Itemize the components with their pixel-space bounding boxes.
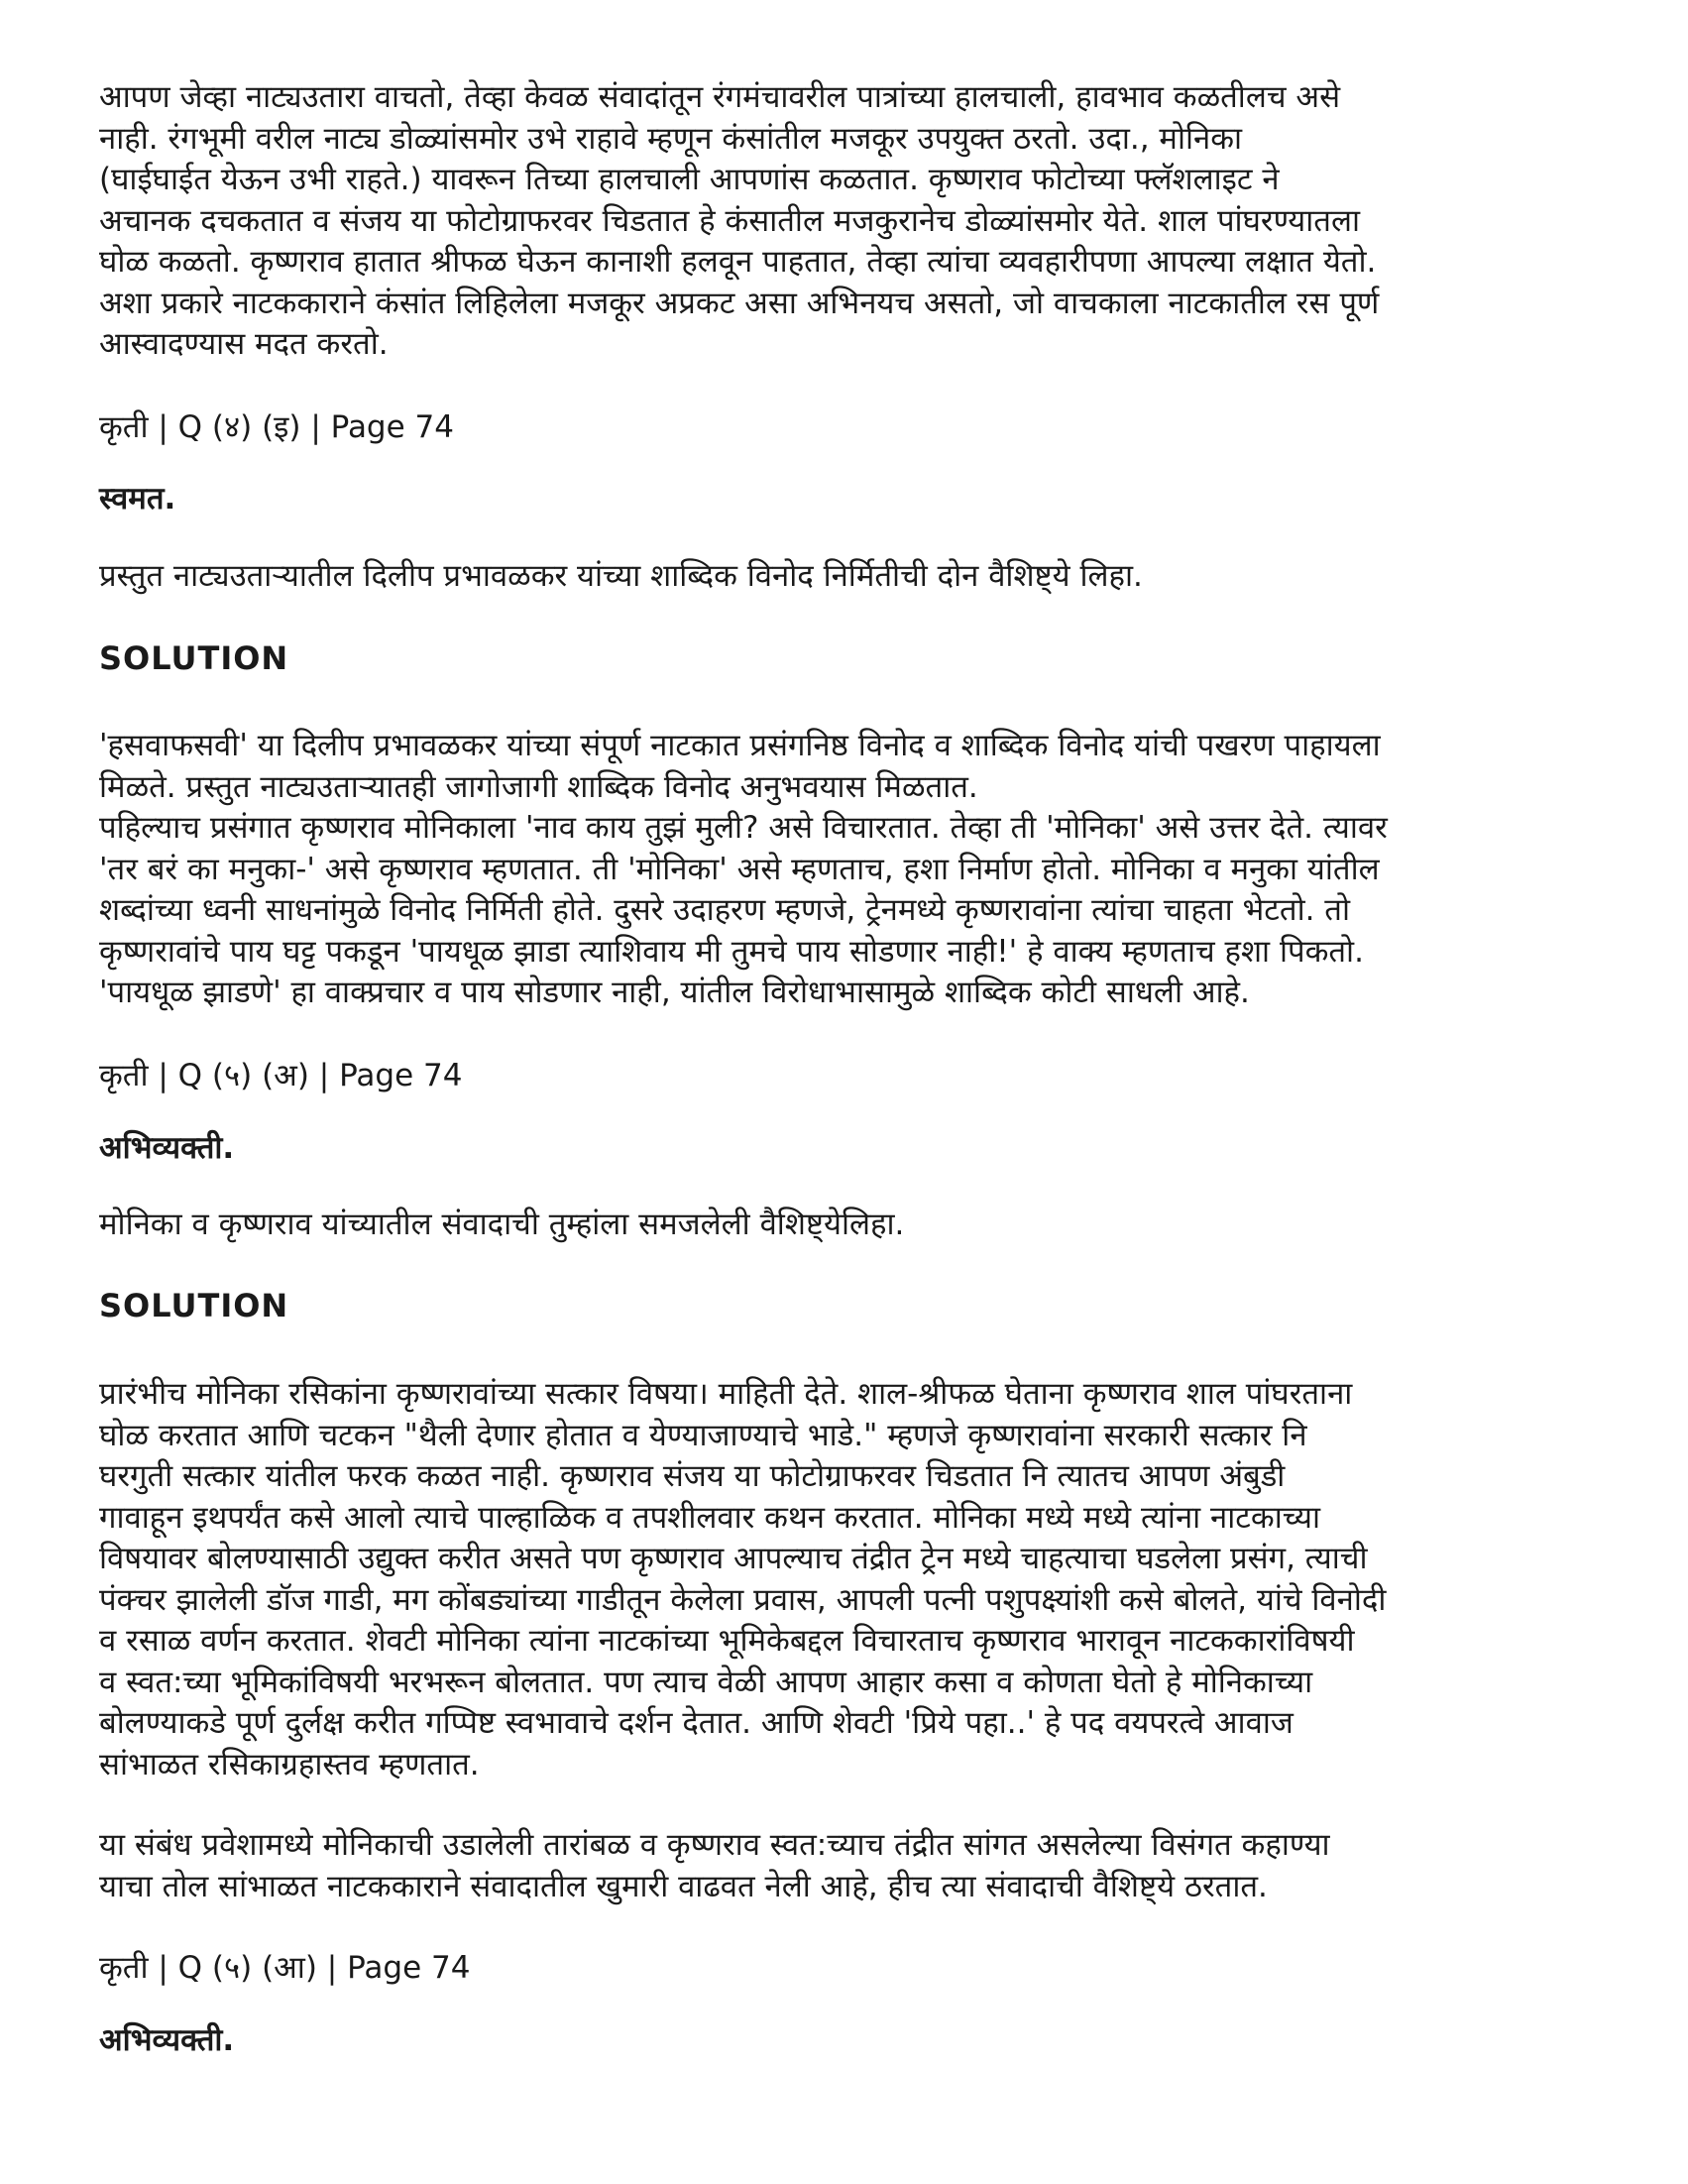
q1-heading: स्वमत. <box>99 481 176 517</box>
q1-question: प्रस्तुत नाट्यउताऱ्यातील दिलीप प्रभावळकर यांच्या शाब्दिक विनोद निर्मितीची दोन वैशिष्ट्ये लिहा. <box>99 558 1143 594</box>
q2-heading: अभिव्यक्ती. <box>99 1130 235 1166</box>
q2-answer-paragraph-1: प्रारंभीच मोनिका रसिकांना कृष्णरावांच्या सत्कार विषया। माहिती देते. शाल-श्रीफळ घेताना कृष्णराव शाल पांघरताना घोळ करतात आणि चटकन "थैली देणार होतात व येण्याजाण्याचे भाडे." म्हणजे कृष्णरावांना सरकारी सत्कार नि घरगुती सत्कार यांतील फरक कळत नाही. कृष्णराव संजय या फोटोग्राफरवर चिडतात नि त्यातच आपण अंबुडी गावाहून इथपर्यंत कसे आलो त्याचे पाल्हाळिक व तपशीलवार कथन करतात. मोनिका मध्ये मध्ये त्यांना नाटकाच्या विषयावर बोलण्यासाठी उद्युक्त करीत असते पण कृष्णराव आपल्याच तंद्रीत ट्रेन मध्ये चाहत्याचा घडलेला प्रसंग, त्याची पंक्चर झालेली डॉज गाडी, मग कोंबड्यांच्या गाडीतून केलेला प्रवास, आपली पत्नी पशुपक्ष्यांशी कसे बोलते, यांचे विनोदी व रसाळ वर्णन करतात. शेवटी मोनिका त्यांना नाटकांच्या भूमिकेबद्दल विचारताच कृष्णराव भारावून नाटककारांविषयी व स्वत:च्या भूमिकांविषयी भरभरून बोलतात. पण त्याच वेळी आपण आहार कसा व कोणता घेतो हे मोनिकाच्या बोलण्याकडे पूर्ण दुर्लक्ष करीत गप्पिष्ट स्वभावाचे दर्शन देतात. आणि शेवटी 'प्रिये पहा..' हे पद वयपरत्वे आवाज सांभाळत रसिकाग्रहास्तव म्हणतात. <box>99 1376 1387 1782</box>
q2-question: मोनिका व कृष्णराव यांच्यातील संवादाची तुम्हांला समजलेली वैशिष्ट्येलिहा. <box>99 1207 905 1242</box>
intro-paragraph: आपण जेव्हा नाट्यउतारा वाचतो, तेव्हा केवळ संवादांतून रंगमंचावरील पात्रांच्या हालचाली, हावभाव कळतीलच असे नाही. रंगभूमी वरील नाट्य डोळ्यांसमोर उभे राहावे म्हणून कंसांतील मजकूर उपयुक्त ठरतो. उदा., मोनिका (घाईघाईत येऊन उभी राहते.) यावरून तिच्या हालचाली आपणांस कळतात. कृष्णराव फोटोच्या फ्लॅशलाइट ने अचानक दचकतात व संजय या फोटोग्राफरवर चिडतात हे कंसातील मजकुरानेच डोळ्यांसमोर येते. शाल पांघरण्यातला घोळ कळतो. कृष्णराव हातात श्रीफळ घेऊन कानाशी हलवून पाहतात, तेव्हा त्यांचा व्यवहारीपणा आपल्या लक्षात येतो. अशा प्रकारे नाटककाराने कंसांत लिहिलेला मजकूर अप्रकट असा अभिनयच असतो, जो वाचकाला नाटकातील रस पूर्ण आस्वादण्यास मदत करतो. <box>99 79 1380 362</box>
q1-solution-label: SOLUTION <box>99 639 289 677</box>
q2-answer-paragraph-2: या संबंध प्रवेशामध्ये मोनिकाची उडालेली तारांबळ व कृष्णराव स्वत:च्याच तंद्रीत सांगत असलेल्या विसंगत कहाण्या याचा तोल सांभाळत नाटककाराने संवादातील खुमारी वाढवत नेली आहे, हीच त्या संवादाची वैशिष्ट्ये ठरतात. <box>99 1827 1330 1904</box>
q1-meta: कृती | Q (४) (इ) | Page 74 <box>99 409 454 445</box>
q2-meta: कृती | Q (५) (अ) | Page 74 <box>99 1058 463 1093</box>
q3-heading: अभिव्यक्ती. <box>99 2022 235 2058</box>
q3-meta: कृती | Q (५) (आ) | Page 74 <box>99 1950 471 1986</box>
q1-answer: 'हसवाफसवी' या दिलीप प्रभावळकर यांच्या संपूर्ण नाटकात प्रसंगनिष्ठ विनोद व शाब्दिक विनोद यांची पखरण पाहायला मिळते. प्रस्तुत नाट्यउताऱ्यातही जागोजागी शाब्दिक विनोद अनुभवयास मिळतात. पहिल्याच प्रसंगात कृष्णराव मोनिकाला 'नाव काय तुझं मुली? असे विचारतात. तेव्हा ती 'मोनिका' असे उत्तर देते. त्यावर 'तर बरं का मनुका-' असे कृष्णराव म्हणतात. ती 'मोनिका' असे म्हणताच, हशा निर्माण होतो. मोनिका व मनुका यांतील शब्दांच्या ध्वनी साधनांमुळे विनोद निर्मिती होते. दुसरे उदाहरण म्हणजे, ट्रेनमध्ये कृष्णरावांना त्यांचा चाहता भेटतो. तो कृष्णरावांचे पाय घट्ट पकडून 'पायधूळ झाडा त्याशिवाय मी तुमचे पाय सोडणार नाही!' हे वाक्य म्हणताच हशा पिकतो. 'पायधूळ झाडणे' हा वाक्प्रचार व पाय सोडणार नाही, यांतील विरोधाभासामुळे शाब्दिक कोटी साधली आहे. <box>99 728 1388 1010</box>
q2-solution-label: SOLUTION <box>99 1287 289 1324</box>
